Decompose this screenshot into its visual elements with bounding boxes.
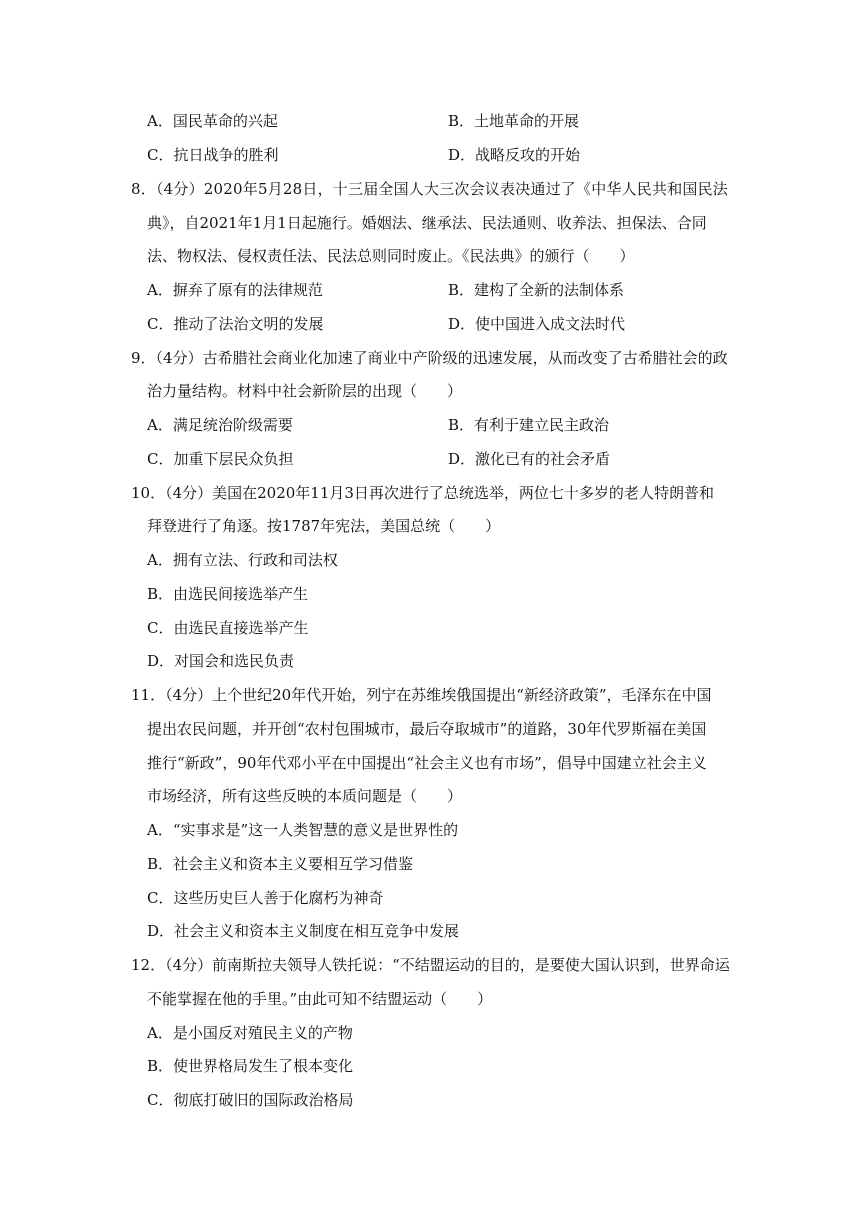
q12-stem-line-2: 不能掌握在他的手里。”由此可知不结盟运动（ ） — [147, 990, 493, 1008]
q8-stem-line-3: 法、物权法、侵权责任法、民法总则同时废止。《民法典》的颁行（ ） — [147, 247, 635, 265]
q8-option-c: C．推动了法治文明的发展 — [147, 315, 324, 333]
q10-option-c: C．由选民直接选举产生 — [147, 619, 309, 637]
q7-option-c: C．抗日战争的胜利 — [147, 146, 279, 164]
q11-stem-line-4: 市场经济，所有这些反映的本质问题是（ ） — [147, 787, 463, 805]
q11-option-d: D．社会主义和资本主义制度在相互竞争中发展 — [147, 922, 460, 940]
q12-option-b: B．使世界格局发生了根本变化 — [147, 1057, 354, 1075]
q9-option-b: B．有利于建立民主政治 — [448, 416, 610, 434]
q11-stem-line-3: 推行“新政”，90年代邓小平在中国提出“社会主义也有市场”，倡导中国建立社会主义 — [147, 754, 707, 772]
q12-option-a: A．是小国反对殖民主义的产物 — [147, 1024, 353, 1042]
q9-option-c: C．加重下层民众负担 — [147, 450, 294, 468]
q11-stem-line-2: 提出农民问题，并开创“农村包围城市，最后夺取城市”的道路，30年代罗斯福在美国 — [147, 720, 707, 738]
q12-stem-line-1: 12．（4分）前南斯拉夫领导人铁托说：“不结盟运动的目的，是要使大国认识到，世界命运 — [131, 956, 730, 974]
q12-option-c: C．彻底打破旧的国际政治格局 — [147, 1091, 354, 1109]
q11-option-c: C．这些历史巨人善于化腐朽为神奇 — [147, 889, 384, 907]
q10-option-b: B．由选民间接选举产生 — [147, 585, 309, 603]
q11-option-b: B．社会主义和资本主义要相互学习借鉴 — [147, 855, 414, 873]
q10-stem-line-2: 拜登进行了角逐。按1787年宪法，美国总统（ ） — [147, 517, 501, 535]
q8-option-a: A．摒弃了原有的法律规范 — [147, 281, 323, 299]
q11-option-a: A．“实事求是”这一人类智慧的意义是世界性的 — [147, 821, 459, 839]
q9-option-d: D．激化已有的社会矛盾 — [448, 450, 611, 468]
q10-option-d: D．对国会和选民负责 — [147, 652, 295, 670]
q7-option-a: A．国民革命的兴起 — [147, 112, 278, 130]
q10-option-a: A．拥有立法、行政和司法权 — [147, 551, 338, 569]
q7-option-b: B．土地革命的开展 — [448, 112, 580, 130]
q9-stem-line-2: 治力量结构。材料中社会新阶层的出现（ ） — [147, 382, 463, 400]
q9-option-a: A．满足统治阶级需要 — [147, 416, 293, 434]
q11-stem-line-1: 11．（4分）上个世纪20年代开始，列宁在苏维埃俄国提出“新经济政策”，毛泽东在中国 — [131, 686, 712, 704]
q10-stem-line-1: 10．（4分）美国在2020年11月3日再次进行了总统选举，两位七十多岁的老人特朗普和 — [131, 484, 714, 502]
q8-stem-line-1: 8．（4分）2020年5月28日，十三届全国人大三次会议表决通过了《中华人民共和国民法 — [131, 180, 728, 198]
q8-option-d: D．使中国进入成文法时代 — [448, 315, 626, 333]
q7-option-d: D．战略反攻的开始 — [448, 146, 581, 164]
q9-stem-line-1: 9．（4分）古希腊社会商业化加速了商业中产阶级的迅速发展，从而改变了古希腊社会的政 — [131, 349, 728, 367]
q8-stem-line-2: 典》，自2021年1月1日起施行。婚姻法、继承法、民法通则、收养法、担保法、合同 — [147, 214, 707, 232]
q8-option-b: B．建构了全新的法制体系 — [448, 281, 625, 299]
